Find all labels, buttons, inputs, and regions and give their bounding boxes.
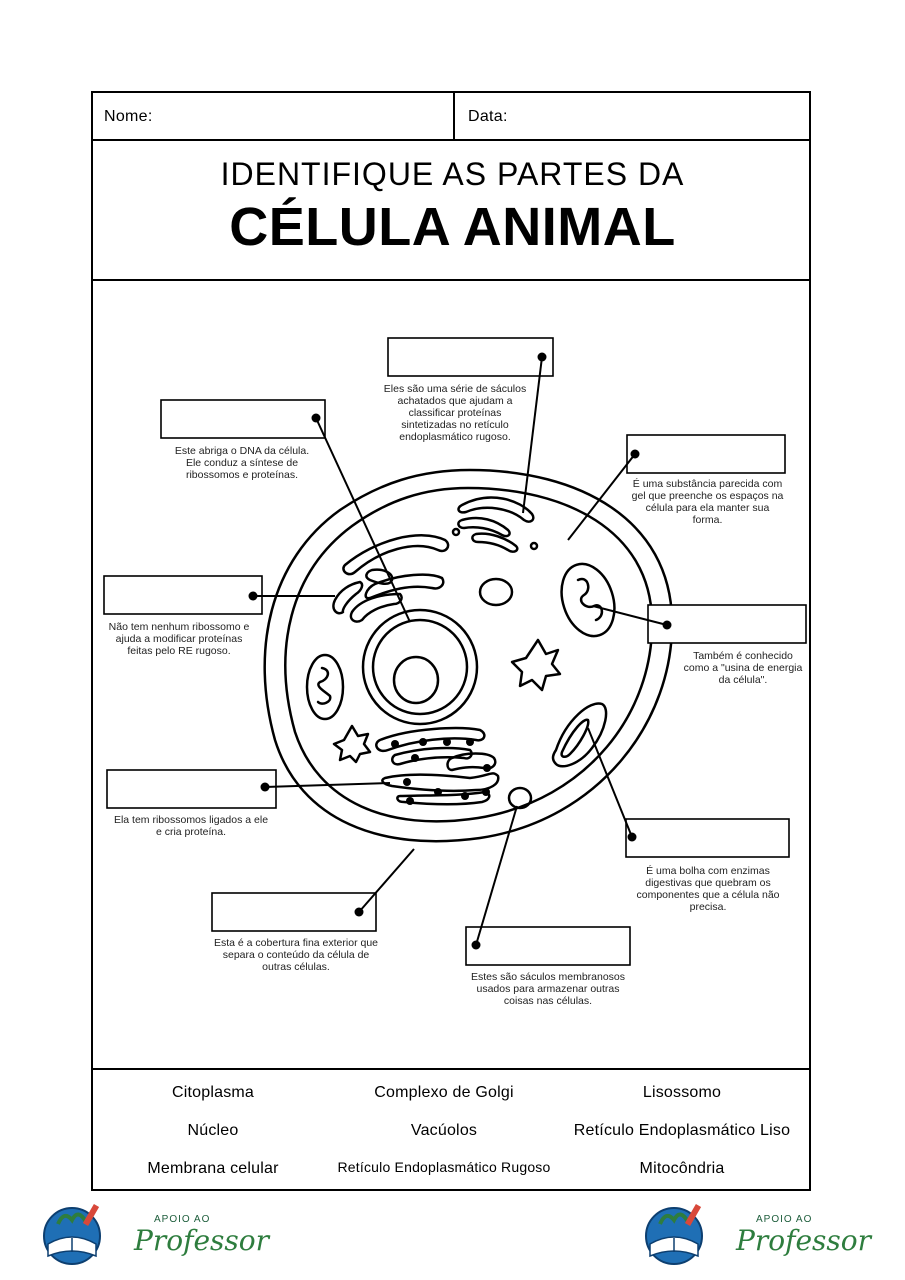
logo-right [640, 1200, 871, 1270]
vacuole-1 [480, 579, 512, 605]
logo-wordmark: Professor [736, 1224, 871, 1257]
annotation-membrane: Esta é a cobertura fina exterior que separa o conteúdo da célula de outras células. [213, 937, 378, 973]
label-box-membrane [212, 893, 376, 931]
mitochondrion-right-cristae [578, 579, 602, 620]
annotation-golgi: Eles são uma série de sáculos achatados que ajudam a classificar proteínas sintetizadas no retículo endoplasmático rugoso. [383, 383, 527, 443]
leader-cytoplasm [568, 454, 635, 540]
leader-dot [249, 592, 258, 601]
leader-dot [261, 783, 270, 792]
annotation-nucleus: Este abriga o DNA da célula. Ele conduz a síntese de ribossomos e proteínas. [174, 445, 310, 481]
annotation-smooth-er: Não tem nenhum ribossomo e ajuda a modificar proteínas feitas pelo RE rugoso. [108, 621, 250, 657]
page-title-line2: CÉLULA ANIMAL [229, 197, 676, 257]
word-bank-item: Complexo de Golgi [374, 1084, 514, 1101]
label-box-vacuole [466, 927, 630, 965]
annotation-rough-er: Ela tem ribossomos ligados a ele e cria proteína. [113, 814, 269, 838]
label-box-mitochondria [648, 605, 806, 643]
lysosome-inner [562, 720, 589, 757]
label-box-lysosome [626, 819, 789, 857]
book-globe-icon [640, 1200, 712, 1270]
ribosome [482, 788, 490, 796]
mitochondrion-left [307, 655, 343, 719]
ribosome [443, 738, 451, 746]
nucleolus [394, 657, 438, 703]
leader-dot [631, 450, 640, 459]
label-box-golgi [388, 338, 553, 376]
ribosome [403, 778, 411, 786]
word-bank-item: Membrana celular [147, 1160, 279, 1177]
leader-vacuole [476, 806, 517, 945]
leader-dot [538, 353, 547, 362]
logo-tagline: APOIO AO [154, 1214, 211, 1225]
rough-er-4 [382, 773, 498, 790]
centrosome-right [512, 640, 560, 690]
ribosome [466, 738, 474, 746]
label-box-nucleus [161, 400, 325, 438]
ribosome [434, 788, 442, 796]
mitochondrion-left-cristae [318, 668, 330, 704]
leader-dot [355, 908, 364, 917]
logo-left [38, 1200, 269, 1270]
word-bank-item: Retículo Endoplasmático Rugoso [337, 1159, 551, 1175]
ribosome [391, 740, 399, 748]
golgi-sac-3 [472, 534, 517, 552]
golgi-vesicle-2 [531, 543, 537, 549]
word-bank-item: Vacúolos [410, 1122, 478, 1139]
golgi-vesicle-1 [453, 529, 459, 535]
label-box-cytoplasm [627, 435, 785, 473]
logo-tagline: APOIO AO [756, 1214, 813, 1225]
annotation-mitochondria: Também é conhecido como a "usina de energia da célula". [683, 650, 803, 686]
label-box-rough-er [107, 770, 276, 808]
word-bank-item: Retículo Endoplasmático Liso [573, 1122, 791, 1139]
mitochondrion-right [553, 557, 623, 643]
ribosome [461, 792, 469, 800]
nucleus-outer [363, 610, 477, 724]
leader-dot [312, 414, 321, 423]
ribosome [419, 738, 427, 746]
word-bank-item: Mitocôndria [639, 1160, 725, 1177]
annotation-vacuole: Estes são sáculos membranosos usados para armazenar outras coisas nas células. [470, 971, 626, 1007]
ribosome [406, 797, 414, 805]
word-bank-item: Núcleo [187, 1122, 239, 1139]
leader-nucleus [316, 418, 410, 622]
leader-dot [628, 833, 637, 842]
logo-wordmark: Professor [134, 1224, 269, 1257]
word-bank-item: Lisossomo [642, 1084, 722, 1101]
nucleus-inner [373, 620, 467, 714]
word-bank-item: Citoplasma [171, 1084, 255, 1101]
ribosome [483, 764, 491, 772]
ribosome [411, 754, 419, 762]
smooth-er-3 [366, 575, 444, 599]
leader-dot [472, 941, 481, 950]
leader-dot [663, 621, 672, 630]
annotation-cytoplasm: É uma substância parecida com gel que preenche os espaços na célula para ela manter sua forma. [631, 478, 784, 526]
name-field-label: Nome: [104, 108, 153, 125]
vacuole-2 [509, 788, 531, 808]
date-field-label: Data: [468, 108, 508, 125]
page-title-line1: IDENTIFIQUE AS PARTES DA [220, 156, 685, 192]
smooth-er-1 [343, 535, 448, 574]
centrosome-left [334, 726, 370, 762]
annotation-lysosome: É uma bolha com enzimas digestivas que quebram os componentes que a célula não precisa. [636, 865, 780, 913]
smooth-er-4 [333, 582, 362, 613]
label-box-smooth-er [104, 576, 262, 614]
book-globe-icon [38, 1200, 110, 1270]
leader-membrane [359, 849, 414, 912]
cell-membrane-inner [285, 488, 652, 821]
